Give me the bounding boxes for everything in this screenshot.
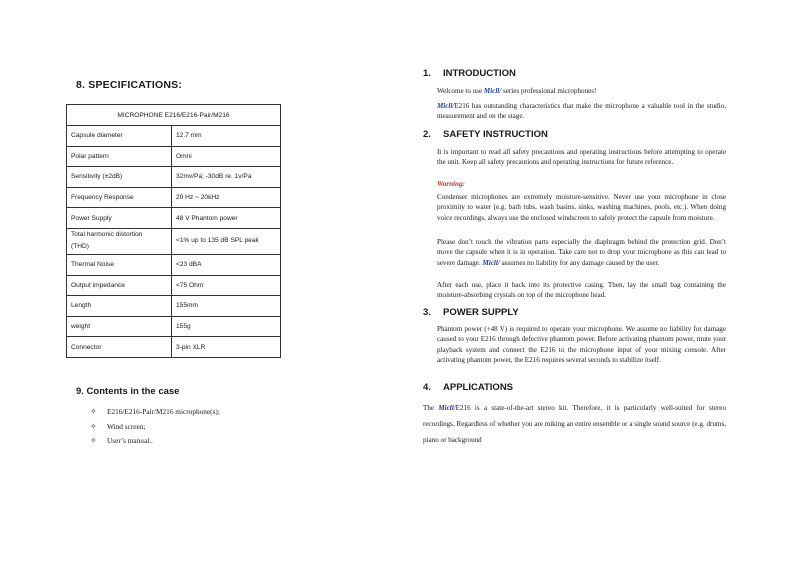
brand-name: Micll/ bbox=[483, 87, 502, 95]
table-row bbox=[67, 228, 281, 254]
applications-heading bbox=[423, 382, 513, 393]
contents-list bbox=[90, 405, 220, 449]
section-number: 2. bbox=[423, 129, 431, 140]
spec-label: Connector bbox=[67, 337, 172, 358]
text: E216 has outstanding characteristics that make the microphone a valuable tool in the studio, measurement and on the stage. bbox=[437, 102, 726, 121]
section-number: 1. bbox=[423, 68, 431, 79]
brand-name: Micll/ bbox=[438, 404, 456, 412]
specifications-table bbox=[66, 104, 281, 358]
text: Welcome to use bbox=[437, 87, 484, 95]
text: Please don’t touch the vibration parts especially the diaphragm behind the protection grid. Don’t move the capsule when it is in operation. Take care not to drop your microphone as this can lead to severe damage. bbox=[437, 238, 726, 267]
section-number: 4. bbox=[423, 382, 431, 393]
table-row bbox=[67, 208, 281, 229]
brand-name: Micll/ bbox=[482, 258, 500, 267]
brand-name: Micll/ bbox=[437, 102, 455, 110]
section-number: 3. bbox=[423, 307, 431, 318]
diamond-bullet-icon: ✧ bbox=[90, 421, 97, 431]
spec-label: Capsule diameter bbox=[67, 126, 172, 147]
list-item-text: User’s manual.. bbox=[107, 436, 153, 445]
specifications-heading: 8. SPECIFICATIONS: bbox=[76, 79, 183, 91]
spec-value: 20 Hz ~ 20kHz bbox=[172, 187, 281, 208]
text: assumes no liability for any damage caused by the user. bbox=[499, 258, 660, 267]
spec-value: 12.7 mm bbox=[172, 126, 281, 147]
spec-label: Output impedance bbox=[67, 275, 172, 296]
spec-value: 155g bbox=[172, 316, 281, 337]
section-title: SAFETY INSTRUCTION bbox=[443, 129, 548, 140]
spec-value: 155mm bbox=[172, 296, 281, 317]
safety-heading bbox=[423, 129, 548, 140]
table-row bbox=[67, 254, 281, 275]
spec-value: 32mv/Pa; -30dB re. 1v/Pa bbox=[172, 167, 281, 188]
spec-label: Thermal Noise bbox=[67, 254, 172, 275]
spec-label-line1: Total harmonic distortion bbox=[71, 231, 143, 239]
spec-value: Omni bbox=[172, 146, 281, 167]
text: The bbox=[423, 404, 439, 412]
power-paragraph: Phantom power (+48 V) is required to operate your microphone. We assume no liability for damage caused to your E216 through defective phantom power. Before activating phantom power, mute your playback system and connect the E216 to the microphone input of your mixing console. After activating phantom power, the E216 requires several seconds to stabilize itself. bbox=[437, 325, 726, 364]
section-title: APPLICATIONS bbox=[443, 382, 514, 393]
safety-paragraph-1: It is important to read all safety precautions and operating instructions before attempting to operate the unit. Keep all safety precautions and operating instructions for future reference. bbox=[437, 148, 726, 167]
spec-value: 3-pin XLR bbox=[172, 337, 281, 358]
spec-label: Length bbox=[67, 296, 172, 317]
table-row bbox=[67, 337, 281, 358]
contents-heading: 9. Contents in the case bbox=[76, 386, 180, 397]
section-title: POWER SUPPLY bbox=[443, 307, 519, 318]
table-row bbox=[67, 126, 281, 147]
spec-label bbox=[67, 228, 172, 254]
spec-value: <23 dBA bbox=[172, 254, 281, 275]
safety-paragraph-2: Condenser microphones are extremely moisture-sensitive. Never use your microphone in close proximity to water (e.g. bath tubs, wash basins, sinks, washing machines, pools, etc.). When doing voice recordings, always use the enclosed windscreen to safely protect the capsule from moisture. bbox=[437, 193, 726, 222]
intro-paragraph-1 bbox=[437, 86, 726, 96]
spec-label: Sensitivity (±2dB) bbox=[67, 167, 172, 188]
table-row bbox=[67, 146, 281, 167]
table-row bbox=[67, 316, 281, 337]
text: E216 is a state-of-the-art stereo kit. Therefore, it is particularly well-suited for stereo recordings. Regardless of whether you are miking an entire ensemble or a single sound source (e.g. drums, piano or background bbox=[423, 404, 726, 444]
table-row bbox=[67, 275, 281, 296]
safety-paragraph-4: After each use, place it back into its protective casing. Then, lay the small bag containing the moisture-absorbing crystals on top of the microphone head. bbox=[437, 281, 726, 300]
spec-label: Frequency Response bbox=[67, 187, 172, 208]
list-item-text: Wind screen; bbox=[107, 421, 146, 431]
spec-label: weight bbox=[67, 316, 172, 337]
intro-paragraph-2 bbox=[437, 101, 726, 122]
list-item-text: E216/E216-Pair/M216 microphone(s); bbox=[107, 407, 220, 416]
spec-label: Polar pattern bbox=[67, 146, 172, 167]
table-row bbox=[67, 296, 281, 317]
safety-paragraph-3 bbox=[437, 237, 726, 268]
spec-value: <1% up to 135 dB SPL peak bbox=[172, 228, 281, 254]
introduction-heading bbox=[423, 68, 516, 79]
spec-value: <75 Ohm bbox=[172, 275, 281, 296]
table-row bbox=[67, 167, 281, 188]
section-title: INTRODUCTION bbox=[443, 68, 516, 79]
warning-label bbox=[437, 179, 726, 189]
spec-label-line2: (THD) bbox=[71, 243, 89, 251]
power-supply-heading bbox=[423, 307, 519, 318]
table-row bbox=[67, 187, 281, 208]
text: series professional microphones! bbox=[501, 87, 597, 95]
spec-value: 48 V Phantom power bbox=[172, 208, 281, 229]
list-item bbox=[90, 434, 220, 449]
applications-paragraph bbox=[423, 400, 726, 448]
diamond-bullet-icon: ✧ bbox=[90, 407, 97, 416]
list-item bbox=[90, 405, 220, 420]
table-header: MICROPHONE E216/E216-Pair/M216 bbox=[67, 105, 281, 126]
spec-label: Power Supply bbox=[67, 208, 172, 229]
table-header-row bbox=[67, 105, 281, 126]
diamond-bullet-icon: ✧ bbox=[90, 436, 97, 445]
list-item bbox=[90, 420, 220, 435]
warning-text: Warning: bbox=[437, 180, 465, 188]
